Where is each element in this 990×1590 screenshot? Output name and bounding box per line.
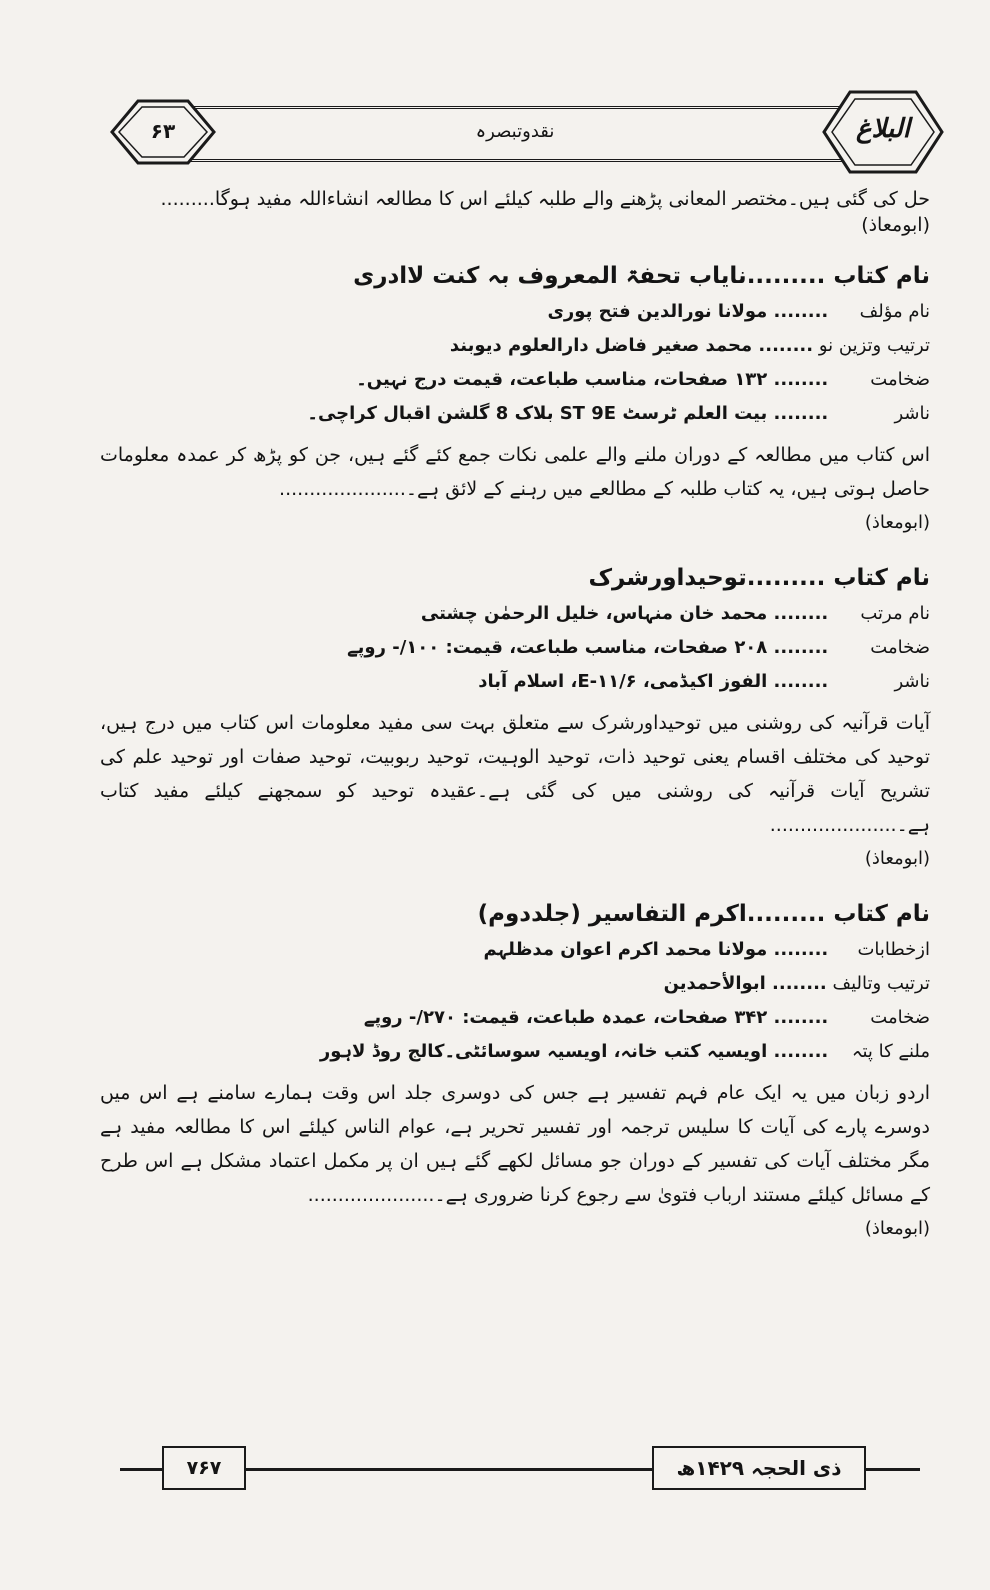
field-label: نام مؤلف (859, 301, 930, 322)
review-paragraph (100, 438, 930, 540)
field-value: ........ محمد خان منہاس، خلیل الرحمٰن چشتی (420, 603, 829, 624)
field-label: ضخامت (870, 637, 930, 658)
field-label: ناشر (894, 671, 930, 692)
page-header (160, 106, 870, 162)
book-title: نام کتاب .........توحیداورشرک (588, 565, 930, 591)
review-text: اردو زبان میں یہ ایک عام فہم تفسیر ہے جس کی دوسری جلد اس وقت ہمارے سامنے ہے اس میں دوسرے پارے کی آیات کا سلیس ترجمہ اور تفسیر تحریر ہے، عوام الناس کیلئے اس کا مطالعہ مفید ہے مگر مختلف آیات کی تفسیر کے دوران جو مسائل لکھے گئے ہیں ان پر مکمل اعتماد مشکل ہے اس طرح کے مسائل کیلئے مستند ارباب فتویٰ سے رجوع کرنا ضروری ہے۔..................... (100, 1082, 930, 1206)
field-label: ملنے کا پتہ (851, 1041, 930, 1062)
field-label: ناشر (894, 403, 930, 424)
review-content (100, 186, 930, 1265)
book-field (100, 936, 930, 964)
field-value: ........ محمد صغیر فاضل دارالعلوم دیوبند (449, 335, 814, 356)
field-label: ضخامت (870, 369, 930, 390)
book-review (100, 260, 930, 540)
footer-date: ذی الحجہ ۱۴۲۹ھ (652, 1446, 866, 1490)
review-paragraph (100, 706, 930, 876)
book-review (100, 562, 930, 876)
intro-line: حل کی گئی ہیں۔مختصر المعانی پڑھنے والے طلبہ کیلئے اس کا مطالعہ انشاءاللہ مفید ہوگا.........(ابومعاذ) (160, 188, 930, 236)
reviewer-signature: (ابومعاذ) (864, 848, 930, 869)
review-text: اس کتاب میں مطالعہ کے دوران ملنے والے علمی نکات جمع کئے گئے ہیں، جن کو پڑھ کر عمدہ معلومات حاصل ہوتی ہیں، یہ کتاب طلبہ کے مطالعے میں رہنے کے لائق ہے۔..................... (100, 444, 930, 500)
section-title: نقدوتبصرہ (475, 121, 555, 142)
journal-logo (820, 88, 946, 176)
field-value: ........ اویسیہ کتب خانہ، اویسیہ سوسائٹی۔کالج روڈ لاہور (319, 1041, 829, 1062)
book-field (100, 298, 930, 326)
logo-text: البلاغ (855, 114, 911, 144)
review-text: آیات قرآنیہ کی روشنی میں توحیداورشرک سے متعلق بہت سی مفید معلومات اس کتاب میں درج ہیں، توحید کی مختلف اقسام یعنی توحید ذات، توحید الوہیت، توحید ربوبیت، توحید صفات اور توحید علم کی تشریح آیات قرآنیہ کی روشنی میں کی گئی ہے۔عقیدہ توحید کو سمجھنے کیلئے مفید کتاب ہے۔..................... (100, 712, 930, 836)
field-value: ........ مولانا نورالدین فتح پوری (547, 301, 829, 322)
page-number: ۶۳ (150, 119, 176, 143)
book-field (100, 600, 930, 628)
field-value: ........ ۳۴۲ صفحات، عمدہ طباعت، قیمت: ۲۷۰/- روپے (363, 1007, 829, 1028)
book-field (100, 1004, 930, 1032)
field-label: نام مرتب (860, 603, 930, 624)
field-value: ........ بیت العلم ٹرسٹ ST 9E بلاک 8 گلشن اقبال کراچی۔ (307, 403, 829, 424)
book-field (100, 332, 930, 360)
book-field (100, 400, 930, 428)
book-field (100, 634, 930, 662)
field-value: ........ ۱۳۲ صفحات، مناسب طباعت، قیمت درج نہیں۔ (356, 369, 829, 390)
book-field (100, 668, 930, 696)
field-value: ........ ۲۰۸ صفحات، مناسب طباعت، قیمت: ۱۰۰/- روپے (347, 637, 829, 658)
book-title: نام کتاب .........نایاب تحفۃ المعروف بہ کنت لاادری (353, 263, 930, 289)
field-value: ........ ابوالأحمدین (663, 973, 827, 994)
field-value: ........ الفوز اکیڈمی، ۱۱/۶-E، اسلام آباد (478, 671, 829, 692)
reviewer-signature: (ابومعاذ) (864, 512, 930, 533)
field-label: ترتیب وتالیف (832, 973, 930, 994)
page-number-badge (108, 98, 218, 166)
book-review (100, 898, 930, 1246)
book-field (100, 970, 930, 998)
book-field (100, 1038, 930, 1066)
field-label: ضخامت (870, 1007, 930, 1028)
field-label: ترتیب وتزین نو (818, 335, 930, 356)
book-title: نام کتاب .........اکرم التفاسیر (جلددوم) (477, 901, 930, 927)
review-paragraph (100, 1076, 930, 1246)
book-field (100, 366, 930, 394)
footer-page-number: ۷۶۷ (162, 1446, 246, 1490)
field-label: ازخطابات (857, 939, 930, 960)
field-value: ........ مولانا محمد اکرم اعوان مدظلہم (483, 939, 829, 960)
reviewer-signature: (ابومعاذ) (864, 1218, 930, 1239)
